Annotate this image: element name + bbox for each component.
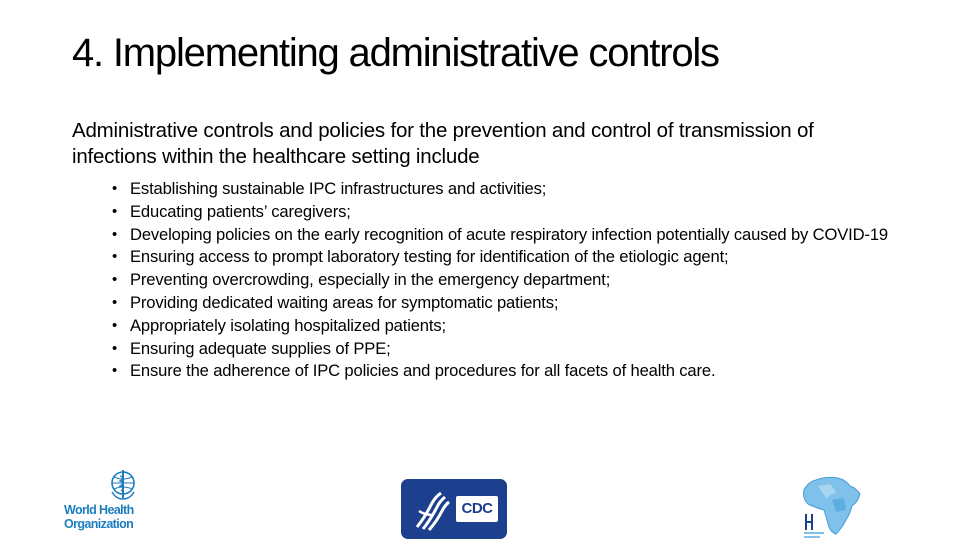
title-number: 4. xyxy=(72,31,103,75)
bullet-item: • Providing dedicated waiting areas for symptomatic patients; xyxy=(112,292,902,315)
bullet-list xyxy=(112,178,902,383)
africa-map-icon xyxy=(796,472,866,540)
title-text: Implementing administrative controls xyxy=(112,31,719,75)
who-emblem-icon xyxy=(108,468,138,500)
bullet-item: • Preventing overcrowding, especially in the emergency department; xyxy=(112,269,902,292)
bullet-item: • Educating patients’ caregivers; xyxy=(112,201,902,224)
slide-title xyxy=(72,30,719,76)
bullet-item: • Developing policies on the early recognition of acute respiratory infection potentially caused by COVID-19 xyxy=(112,224,902,247)
bullet-item: • Appropriately isolating hospitalized patients; xyxy=(112,315,902,338)
hhs-eagle-icon xyxy=(411,487,455,533)
bullet-item: • Ensuring access to prompt laboratory testing for identification of the etiologic agent; xyxy=(112,246,902,269)
bullet-item: • Ensuring adequate supplies of PPE; xyxy=(112,338,902,361)
cdc-text: CDC xyxy=(461,500,493,517)
who-name-line2: Organization xyxy=(64,517,134,531)
who-name-line1: World Health xyxy=(64,503,134,517)
who-logo xyxy=(64,468,174,534)
bullet-item: • Establishing sustainable IPC infrastructures and activities; xyxy=(112,178,902,201)
cdc-badge xyxy=(456,496,498,522)
intro-paragraph: Administrative controls and policies for the prevention and control of transmission of infections within the healthcare setting include xyxy=(72,119,814,168)
africa-cdc-logo xyxy=(796,472,866,540)
hhs-cdc-logo xyxy=(401,479,507,539)
bullet-item: • Ensure the adherence of IPC policies and procedures for all facets of health care. xyxy=(112,360,902,383)
